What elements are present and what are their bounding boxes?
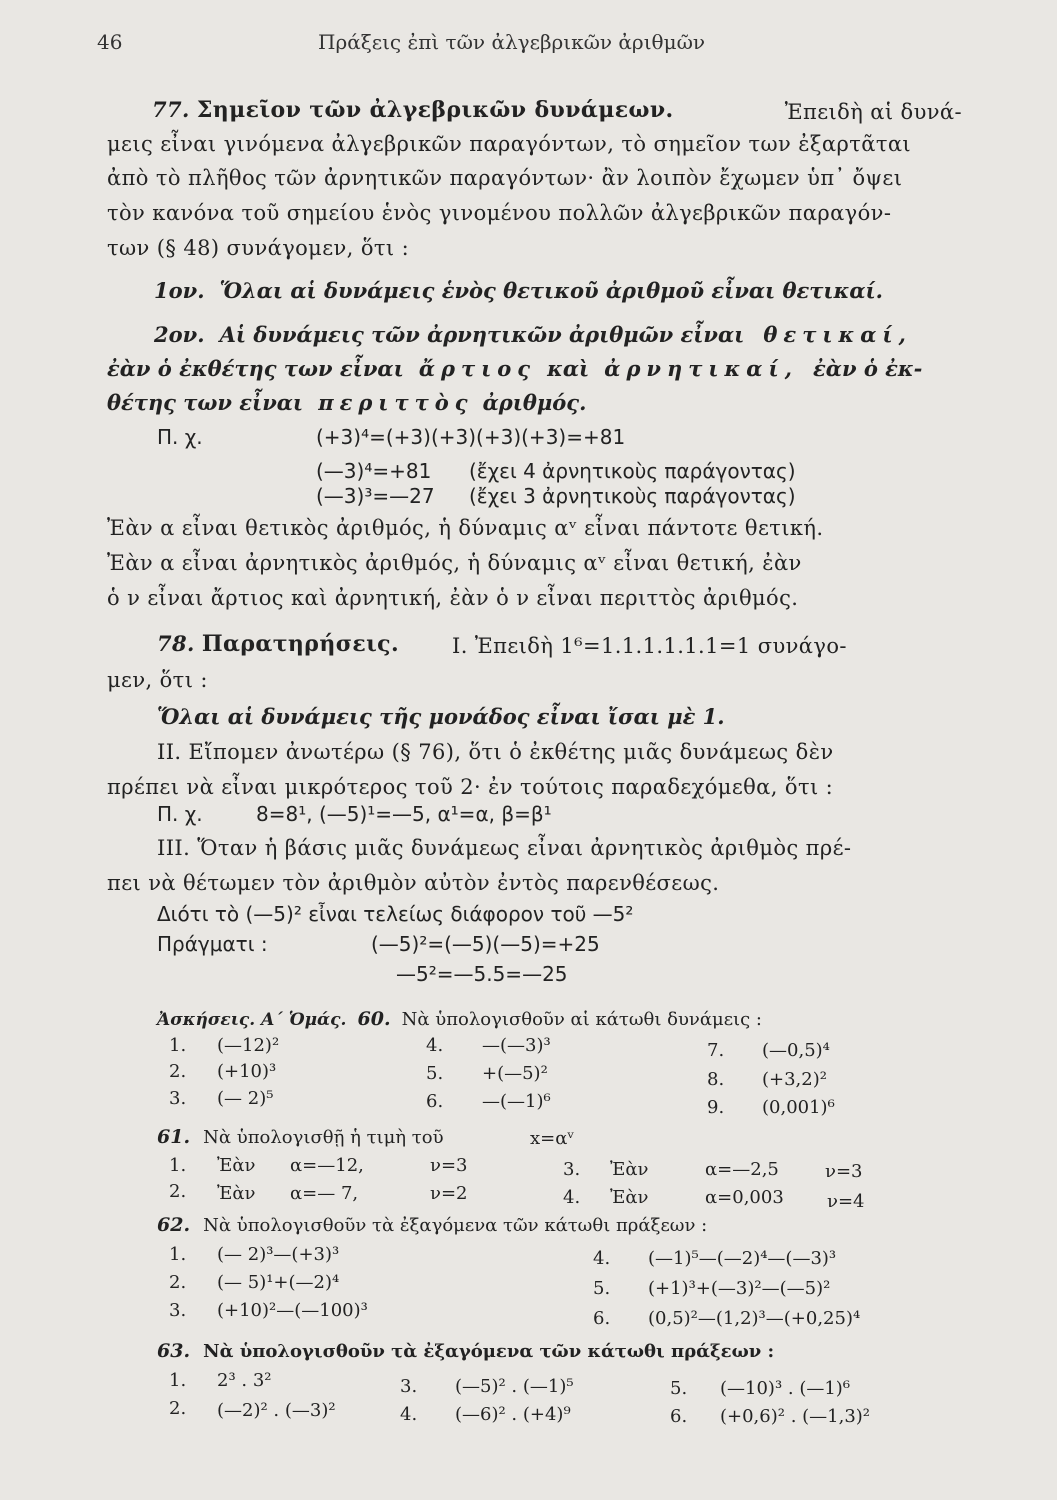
example-formula: 8=8¹, (—5)¹=—5, α¹=α, β=β¹ bbox=[256, 802, 552, 826]
example-formula: —5²=—5.5=—25 bbox=[396, 962, 568, 986]
exercise-item: (—1)⁵—(—2)⁴—(—3)³ bbox=[648, 1248, 837, 1269]
rule-2-emphasis: ἄρτιος bbox=[418, 356, 537, 381]
exercise-item-number: 3. bbox=[169, 1300, 187, 1321]
text-line: τὸν κανόνα τοῦ σημείου ἑνὸς γινομένου πολλῶν ἀλγεβρικῶν παραγόν- bbox=[107, 201, 892, 225]
section-78-title: Παρατηρήσεις. bbox=[201, 631, 400, 657]
exercise-item: ν=3 bbox=[430, 1155, 468, 1176]
exercise-item: (+1)³+(—3)²—(—5)² bbox=[648, 1278, 831, 1299]
exercise-item-number: 3. bbox=[400, 1376, 418, 1397]
exercise-item: (— 2)³—(+3)³ bbox=[217, 1244, 340, 1265]
exercise-item: (0,001)⁶ bbox=[762, 1097, 835, 1118]
exercise-item: (+3,2)² bbox=[762, 1069, 827, 1090]
rule-2-emphasis: περιττὸς bbox=[318, 390, 474, 415]
exercise-63-heading bbox=[157, 1340, 774, 1362]
exercise-item-number: 3. bbox=[169, 1088, 187, 1109]
exercise-instruction: Νὰ ὑπολογισθῇ ἡ τιμὴ τοῦ bbox=[203, 1127, 444, 1148]
rule-2-line-1 bbox=[154, 322, 912, 347]
exercise-number: 63. bbox=[157, 1340, 191, 1362]
example-label: Π. χ. bbox=[157, 802, 203, 826]
exercise-item: (+0,6)² . (—1,3)² bbox=[720, 1406, 871, 1427]
exercise-item-number: 7. bbox=[707, 1040, 725, 1061]
rule-2-number: 2ον. bbox=[154, 322, 205, 347]
rule-2-text: θέτης των εἶναι bbox=[107, 390, 304, 415]
page-number: 46 bbox=[97, 30, 123, 54]
rule-1 bbox=[154, 278, 883, 303]
exercise-number: 61. bbox=[157, 1126, 191, 1148]
exercise-item: (—5)² . (—1)⁵ bbox=[455, 1376, 574, 1397]
rule-2-emphasis: θετικαί, bbox=[763, 322, 912, 347]
example-note: (ἔχει 3 ἀρνητικοὺς παράγοντας) bbox=[469, 484, 796, 508]
rule-1-text: Ὅλαι αἱ δυνάμεις ἑνὸς θετικοῦ ἀριθμοῦ εἶναι θετικαί. bbox=[219, 278, 883, 303]
text-line: III. Ὅταν ἡ βάσις μιᾶς δυνάμεως εἶναι ἀρνητικὸς ἀριθμὸς πρέ- bbox=[157, 836, 852, 860]
example-label: Πράγματι : bbox=[157, 932, 268, 956]
exercise-instruction: Νὰ ὑπολογισθοῦν τὰ ἐξαγόμενα τῶν κάτωθι πράξεων : bbox=[203, 1341, 775, 1362]
section-77-heading bbox=[152, 97, 674, 123]
exercise-item-number: 6. bbox=[426, 1091, 444, 1112]
rule-2-text: ἐὰν ὁ ἐκθέτης των εἶναι bbox=[107, 356, 404, 381]
example-label: Π. χ. bbox=[157, 425, 203, 449]
text-line: Διότι τὸ (—5)² εἶναι τελείως διάφορον τοῦ —5² bbox=[157, 902, 634, 926]
text-line: II. Εἴπομεν ἀνωτέρω (§ 76), ὅτι ὁ ἐκθέτης μιᾶς δυνάμεως δὲν bbox=[157, 740, 834, 764]
exercise-item: ν=2 bbox=[430, 1183, 468, 1204]
exercise-instruction: Νὰ ὑπολογισθοῦν τὰ ἐξαγόμενα τῶν κάτωθι πράξεων : bbox=[203, 1215, 708, 1236]
exercise-60-heading bbox=[157, 1008, 762, 1030]
example-formula: (+3)⁴=(+3)(+3)(+3)(+3)=+81 bbox=[316, 425, 626, 449]
exercise-item-number: 6. bbox=[670, 1406, 688, 1427]
rule-2-emphasis: ἀρνητικαί, bbox=[604, 356, 798, 381]
exercise-item-number: 4. bbox=[593, 1248, 611, 1269]
exercise-item-number: 2. bbox=[169, 1061, 187, 1082]
exercise-item: ν=3 bbox=[825, 1161, 863, 1182]
exercise-formula: x=αᵛ bbox=[530, 1128, 575, 1149]
section-78-number: 78. bbox=[157, 631, 195, 656]
example-formula: (—5)²=(—5)(—5)=+25 bbox=[371, 932, 600, 956]
exercise-item: α=—12, bbox=[290, 1155, 364, 1176]
exercise-item: —(—1)⁶ bbox=[482, 1091, 551, 1112]
exercise-item-number: 6. bbox=[593, 1308, 611, 1329]
text-line: I. Ἐπειδὴ 1⁶=1.1.1.1.1.1=1 συνάγο- bbox=[452, 634, 847, 658]
exercise-62-heading bbox=[157, 1214, 707, 1236]
rule-2-text: ἐὰν ὁ ἐκ- bbox=[813, 356, 923, 381]
exercise-item: ν=4 bbox=[827, 1191, 865, 1212]
text-line: ἀπὸ τὸ πλῆθος τῶν ἀρνητικῶν παραγόντων· ἂν λοιπὸν ἔχωμεν ὑπ᾽ ὄψει bbox=[107, 166, 903, 190]
exercise-item: (—2)² . (—3)² bbox=[217, 1400, 336, 1421]
exercise-item: (—12)² bbox=[217, 1035, 280, 1056]
exercise-item-number: 9. bbox=[707, 1097, 725, 1118]
rule-1-number: 1ον. bbox=[154, 278, 205, 303]
exercise-item: (—10)³ . (—1)⁶ bbox=[720, 1378, 851, 1399]
exercise-item: α=— 7, bbox=[290, 1183, 359, 1204]
text-line: Ἐπειδὴ αἱ δυνά- bbox=[784, 100, 962, 124]
exercise-item-number: 8. bbox=[707, 1069, 725, 1090]
text-line: μεν, ὅτι : bbox=[107, 668, 208, 692]
text-line: πρέπει νὰ εἶναι μικρότερος τοῦ 2· ἐν τούτοις παραδεχόμεθα, ὅτι : bbox=[107, 775, 834, 799]
text-line: μεις εἶναι γινόμενα ἀλγεβρικῶν παραγόντων, τὸ σημεῖον των ἐξαρτᾶται bbox=[107, 132, 912, 156]
rule-2-line-3 bbox=[107, 390, 586, 415]
exercise-item: Ἐὰν bbox=[610, 1159, 649, 1180]
exercise-item: (— 2)⁵ bbox=[217, 1088, 274, 1109]
exercise-item-number: 3. bbox=[563, 1159, 581, 1180]
exercise-item: (0,5)²—(1,2)³—(+0,25)⁴ bbox=[648, 1308, 861, 1329]
example-formula: (—3)⁴=+81 bbox=[316, 459, 432, 483]
exercise-item-number: 2. bbox=[169, 1181, 187, 1202]
section-77-number: 77. bbox=[152, 97, 190, 122]
exercise-item: (—0,5)⁴ bbox=[762, 1040, 830, 1061]
exercise-item-number: 1. bbox=[169, 1244, 187, 1265]
exercise-number: 60. bbox=[357, 1008, 391, 1030]
exercise-item-number: 5. bbox=[426, 1063, 444, 1084]
exercise-item: α=0,003 bbox=[705, 1187, 784, 1208]
exercise-item-number: 4. bbox=[563, 1187, 581, 1208]
exercise-item-number: 1. bbox=[169, 1155, 187, 1176]
exercise-item: (—6)² . (+4)⁹ bbox=[455, 1404, 571, 1425]
exercise-item: (— 5)¹+(—2)⁴ bbox=[217, 1272, 340, 1293]
exercise-item-number: 4. bbox=[426, 1035, 444, 1056]
exercise-item: Ἐὰν bbox=[610, 1187, 649, 1208]
unit-powers-rule: Ὅλαι αἱ δυνάμεις τῆς μονάδος εἶναι ἴσαι μὲ 1. bbox=[157, 704, 725, 729]
exercise-instruction: Νὰ ὑπολογισθοῦν αἱ κάτωθι δυνάμεις : bbox=[401, 1009, 762, 1030]
exercise-item-number: 5. bbox=[593, 1278, 611, 1299]
exercise-item: Ἐὰν bbox=[217, 1155, 256, 1176]
exercise-item: +(—5)² bbox=[482, 1063, 548, 1084]
exercise-item: α=—2,5 bbox=[705, 1159, 779, 1180]
section-77-title: Σημεῖον τῶν ἀλγεβρικῶν δυνάμεων. bbox=[196, 97, 674, 123]
exercise-item-number: 2. bbox=[169, 1272, 187, 1293]
exercise-61-heading bbox=[157, 1126, 444, 1148]
exercise-item-number: 1. bbox=[169, 1370, 187, 1391]
exercise-item: (+10)²—(—100)³ bbox=[217, 1300, 368, 1321]
exercise-item: —(—3)³ bbox=[482, 1035, 551, 1056]
rule-2-text: καὶ bbox=[547, 356, 590, 381]
exercise-item: Ἐὰν bbox=[217, 1183, 256, 1204]
text-line: των (§ 48) συνάγομεν, ὅτι : bbox=[107, 236, 410, 260]
exercise-item-number: 5. bbox=[670, 1378, 688, 1399]
rule-2-text: Αἱ δυνάμεις τῶν ἀρνητικῶν ἀριθμῶν εἶναι bbox=[219, 322, 745, 347]
text-line: ὁ ν εἶναι ἄρτιος καὶ ἀρνητική, ἐὰν ὁ ν εἶναι περιττὸς ἀριθμός. bbox=[107, 586, 799, 610]
rule-2-line-2 bbox=[107, 356, 922, 381]
exercise-item-number: 2. bbox=[169, 1398, 187, 1419]
text-line: Ἐὰν α εἶναι θετικὸς ἀριθμός, ἡ δύναμις αᵛ εἶναι πάντοτε θετική. bbox=[107, 516, 824, 540]
exercise-number: 62. bbox=[157, 1214, 191, 1236]
exercise-item-number: 4. bbox=[400, 1404, 418, 1425]
exercises-group-label: Ἀσκήσεις. Α΄ Ὁμάς. bbox=[157, 1010, 347, 1030]
exercise-item: (+10)³ bbox=[217, 1061, 277, 1082]
running-title: Πράξεις ἐπὶ τῶν ἀλγεβρικῶν ἀριθμῶν bbox=[318, 30, 706, 54]
text-line: Ἐὰν α εἶναι ἀρνητικὸς ἀριθμός, ἡ δύναμις αᵛ εἶναι θετική, ἐὰν bbox=[107, 551, 802, 575]
rule-2-text: ἀριθμός. bbox=[482, 390, 587, 415]
text-line: πει νὰ θέτωμεν τὸν ἀριθμὸν αὐτὸν ἐντὸς παρενθέσεως. bbox=[107, 871, 720, 895]
example-formula: (—3)³=—27 bbox=[316, 484, 435, 508]
example-note: (ἔχει 4 ἀρνητικοὺς παράγοντας) bbox=[469, 459, 796, 483]
exercise-item: 2³ . 3² bbox=[217, 1370, 272, 1391]
section-78-heading bbox=[157, 631, 399, 657]
exercise-item-number: 1. bbox=[169, 1035, 187, 1056]
